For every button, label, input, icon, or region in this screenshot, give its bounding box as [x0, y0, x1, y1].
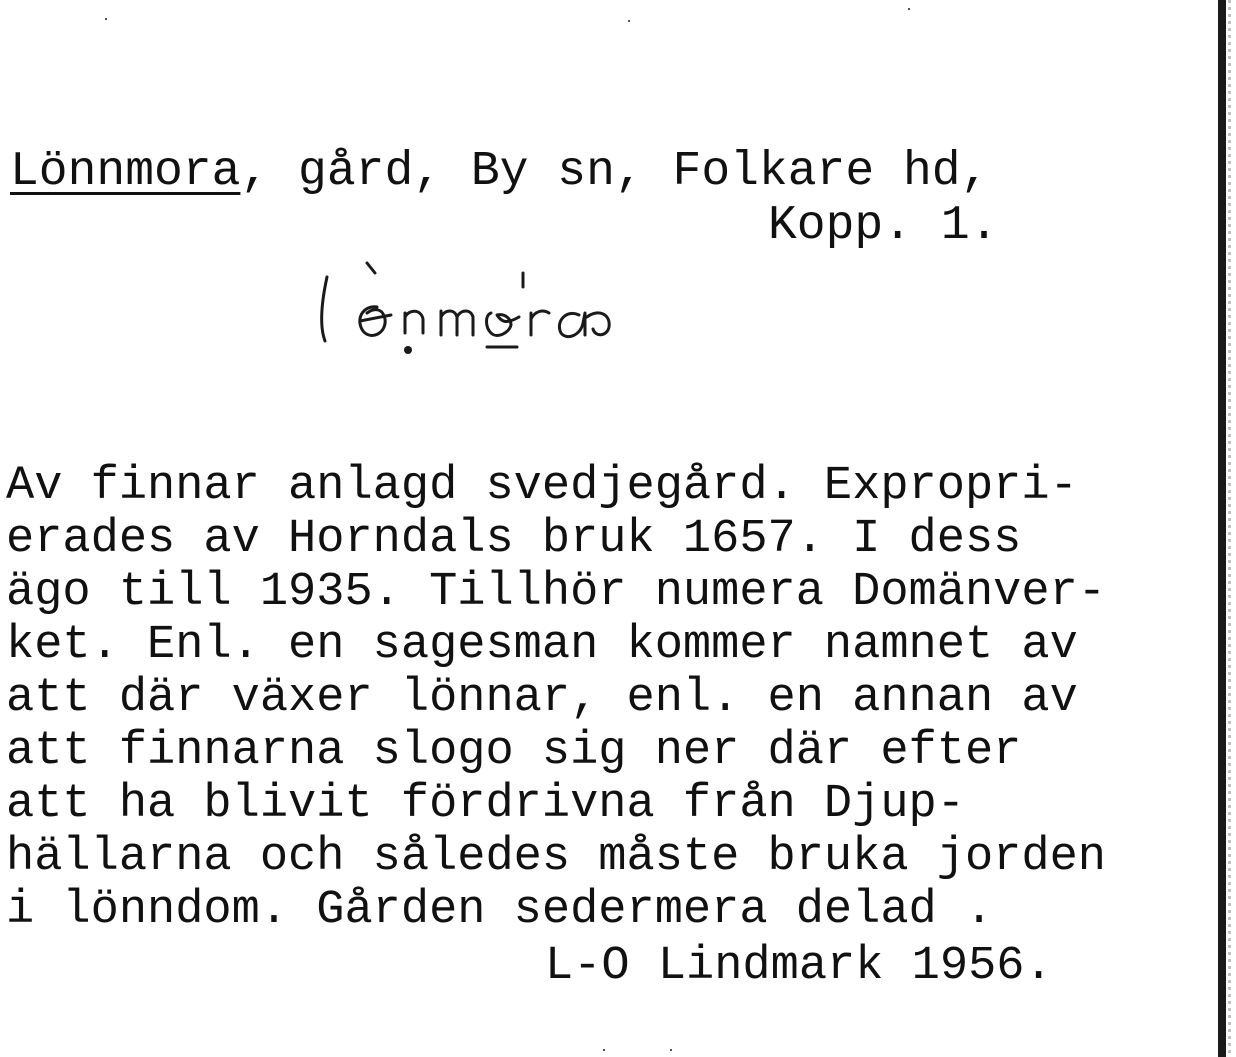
body-line: Av finnar anlagd svedjegård. Expropri- — [6, 460, 1078, 513]
dust-speck — [603, 1049, 605, 1051]
dust-speck — [105, 18, 107, 20]
dust-speck — [670, 1049, 672, 1051]
headword: Lönnmora — [10, 145, 241, 199]
signature-line: L-O Lindmark 1956. — [545, 940, 1053, 993]
dust-speck — [628, 20, 630, 22]
card-edge-shadow — [1228, 0, 1231, 1057]
card-edge-rule — [1218, 0, 1226, 1057]
body-line: ket. Enl. en sagesman kommer namnet av — [6, 619, 1078, 672]
body-line: erades av Horndals bruk 1657. I dess — [6, 513, 1022, 566]
header-line-2: Kopp. 1. — [768, 199, 999, 253]
header-details: , gård, By sn, Folkare hd, — [240, 145, 990, 199]
body-line: hällarna och således måste bruka jorden — [6, 831, 1106, 884]
dust-speck — [908, 8, 910, 10]
body-line: ägo till 1935. Tillhör numera Domänver- — [6, 566, 1106, 619]
body-line: att finnarna slogo sig ner där efter — [6, 725, 1022, 778]
handwritten-pronunciation — [305, 255, 645, 365]
header-line-1 — [10, 145, 989, 199]
body-line: att där växer lönnar, enl. en annan av — [6, 672, 1078, 725]
body-line: i lönndom. Gården sedermera delad . — [6, 884, 994, 937]
body-line: att ha blivit fördrivna från Djup- — [6, 778, 965, 831]
